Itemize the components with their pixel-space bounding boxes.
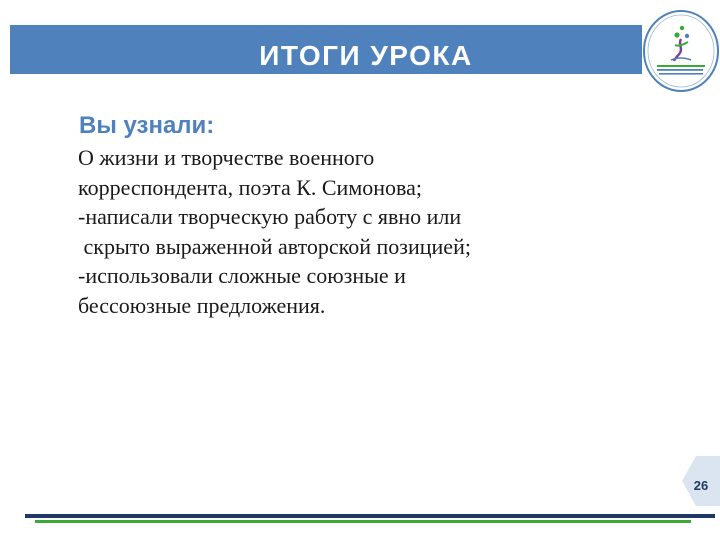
slide-title: ИТОГИ УРОКА	[259, 40, 473, 71]
section-heading: Вы узнали:	[79, 112, 215, 139]
summary-line: скрыто выраженной авторской позицией;	[78, 233, 471, 259]
summary-line: -использовали сложные союзные и	[78, 263, 406, 289]
footer-divider	[25, 514, 715, 518]
footer-divider-accent	[35, 520, 691, 523]
school-emblem-icon	[641, 6, 720, 94]
page-number: 26	[693, 478, 709, 493]
summary-line: -написали творческую работу с явно или	[78, 204, 462, 230]
summary-line: О жизни и творчестве военного	[78, 145, 375, 170]
summary-line: корреспондента, поэта К. Симонова;	[78, 174, 422, 200]
summary-text	[78, 143, 638, 321]
summary-line: бессоюзные предложения.	[78, 292, 326, 318]
